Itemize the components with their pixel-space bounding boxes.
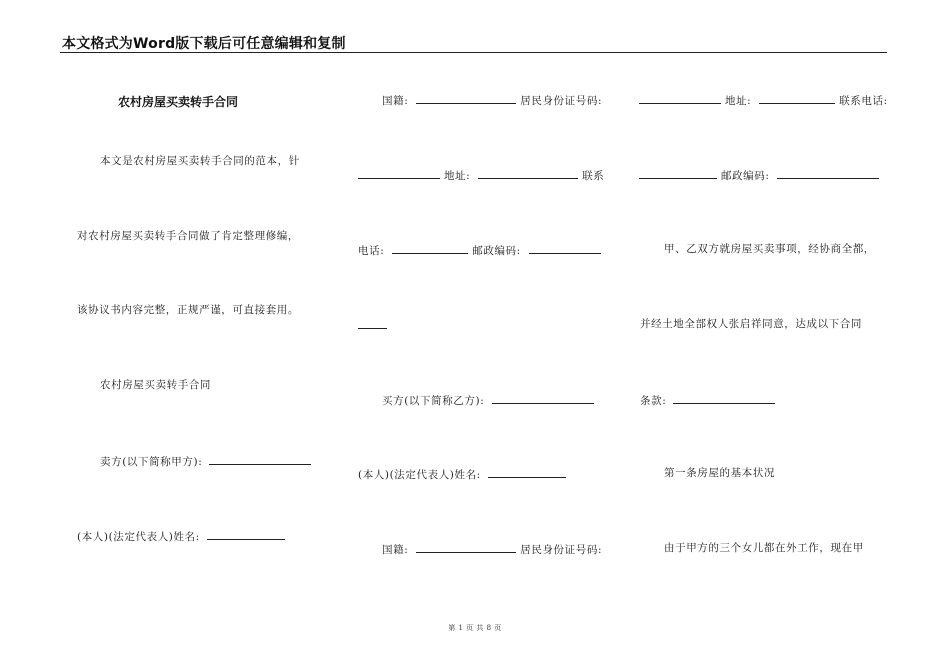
agreement-para-2: 并经土地全部权人张启祥同意，达成以下合同 — [640, 318, 862, 330]
buyer-blank[interactable] — [492, 393, 594, 404]
intro-line-1: 本文是农村房屋买卖转手合同的范本，针 — [100, 155, 300, 167]
id2-label: 居民身份证号码: — [520, 544, 603, 556]
document-header: 本文格式为Word版下载后可任意编辑和复制 — [62, 36, 346, 52]
col3-address-blank[interactable] — [759, 93, 835, 104]
seller-name-label: (本人)(法定代表人)姓名: — [77, 531, 200, 543]
header-divider — [60, 52, 887, 53]
intro-line-2: 对农村房屋买卖转手合同做了肯定整理修编， — [77, 230, 299, 242]
col3-id-blank[interactable] — [639, 93, 721, 104]
nationality-id-line — [382, 93, 602, 108]
seller-label: 卖方(以下简称甲方): — [100, 456, 203, 468]
address-contact-line — [358, 168, 604, 183]
buyer-name-blank[interactable] — [488, 467, 566, 478]
id-blank[interactable] — [358, 168, 440, 179]
address-blank[interactable] — [478, 168, 578, 179]
buyer-label: 买方(以下简称乙方): — [382, 395, 485, 407]
agreement-para-1: 甲、乙双方就房屋买卖事项，经协商全都， — [664, 243, 875, 255]
terms-line — [640, 393, 775, 408]
terms-blank[interactable] — [673, 393, 775, 404]
document-title: 农村房屋买卖转手合同 — [118, 95, 239, 109]
contract-subtitle: 农村房屋买卖转手合同 — [100, 379, 211, 391]
nationality-blank[interactable] — [416, 93, 516, 104]
nationality2-blank[interactable] — [416, 542, 516, 553]
nationality2-label: 国籍: — [382, 544, 409, 556]
phone-label: 电话: — [358, 245, 385, 257]
buyer-name-label: (本人)(法定代表人)姓名: — [358, 469, 481, 481]
buyer-line — [382, 393, 594, 408]
continuation-line — [358, 318, 387, 333]
postcode-label: 邮政编码: — [472, 245, 521, 257]
seller-name-line — [77, 529, 285, 544]
phone-blank[interactable] — [392, 243, 468, 254]
phone-postcode-line — [358, 243, 601, 258]
contact-label: 联系 — [582, 170, 605, 182]
page-number: 第 1 页 共 8 页 — [448, 624, 502, 632]
article-1-title: 第一条房屋的基本状况 — [664, 467, 775, 479]
seller-line — [100, 454, 311, 469]
intro-line-3: 该协议书内容完整，正规严谨，可直接套用。 — [77, 304, 299, 316]
col3-postcode-blank[interactable] — [777, 168, 879, 179]
nationality-label: 国籍: — [382, 95, 409, 107]
article-1-text: 由于甲方的三个女儿都在外工作，现在甲 — [664, 542, 864, 554]
col3-postcode-line — [639, 168, 879, 183]
col3-phone-label: 联系电话: — [839, 95, 888, 107]
seller-blank[interactable] — [209, 454, 311, 465]
postcode-blank[interactable] — [529, 243, 601, 254]
col3-address-label: 地址: — [724, 95, 752, 107]
col3-phone-blank[interactable] — [639, 168, 717, 179]
id-label: 居民身份证号码: — [520, 95, 603, 107]
col3-postcode-label: 邮政编码: — [720, 170, 770, 182]
postcode-continuation-blank[interactable] — [358, 318, 387, 329]
terms-label: 条款: — [640, 395, 667, 407]
nationality2-id-line — [382, 542, 602, 557]
buyer-name-line — [358, 467, 566, 482]
seller-name-blank[interactable] — [207, 529, 285, 540]
col3-address-phone-line — [639, 93, 888, 108]
address-label: 地址: — [443, 170, 471, 182]
